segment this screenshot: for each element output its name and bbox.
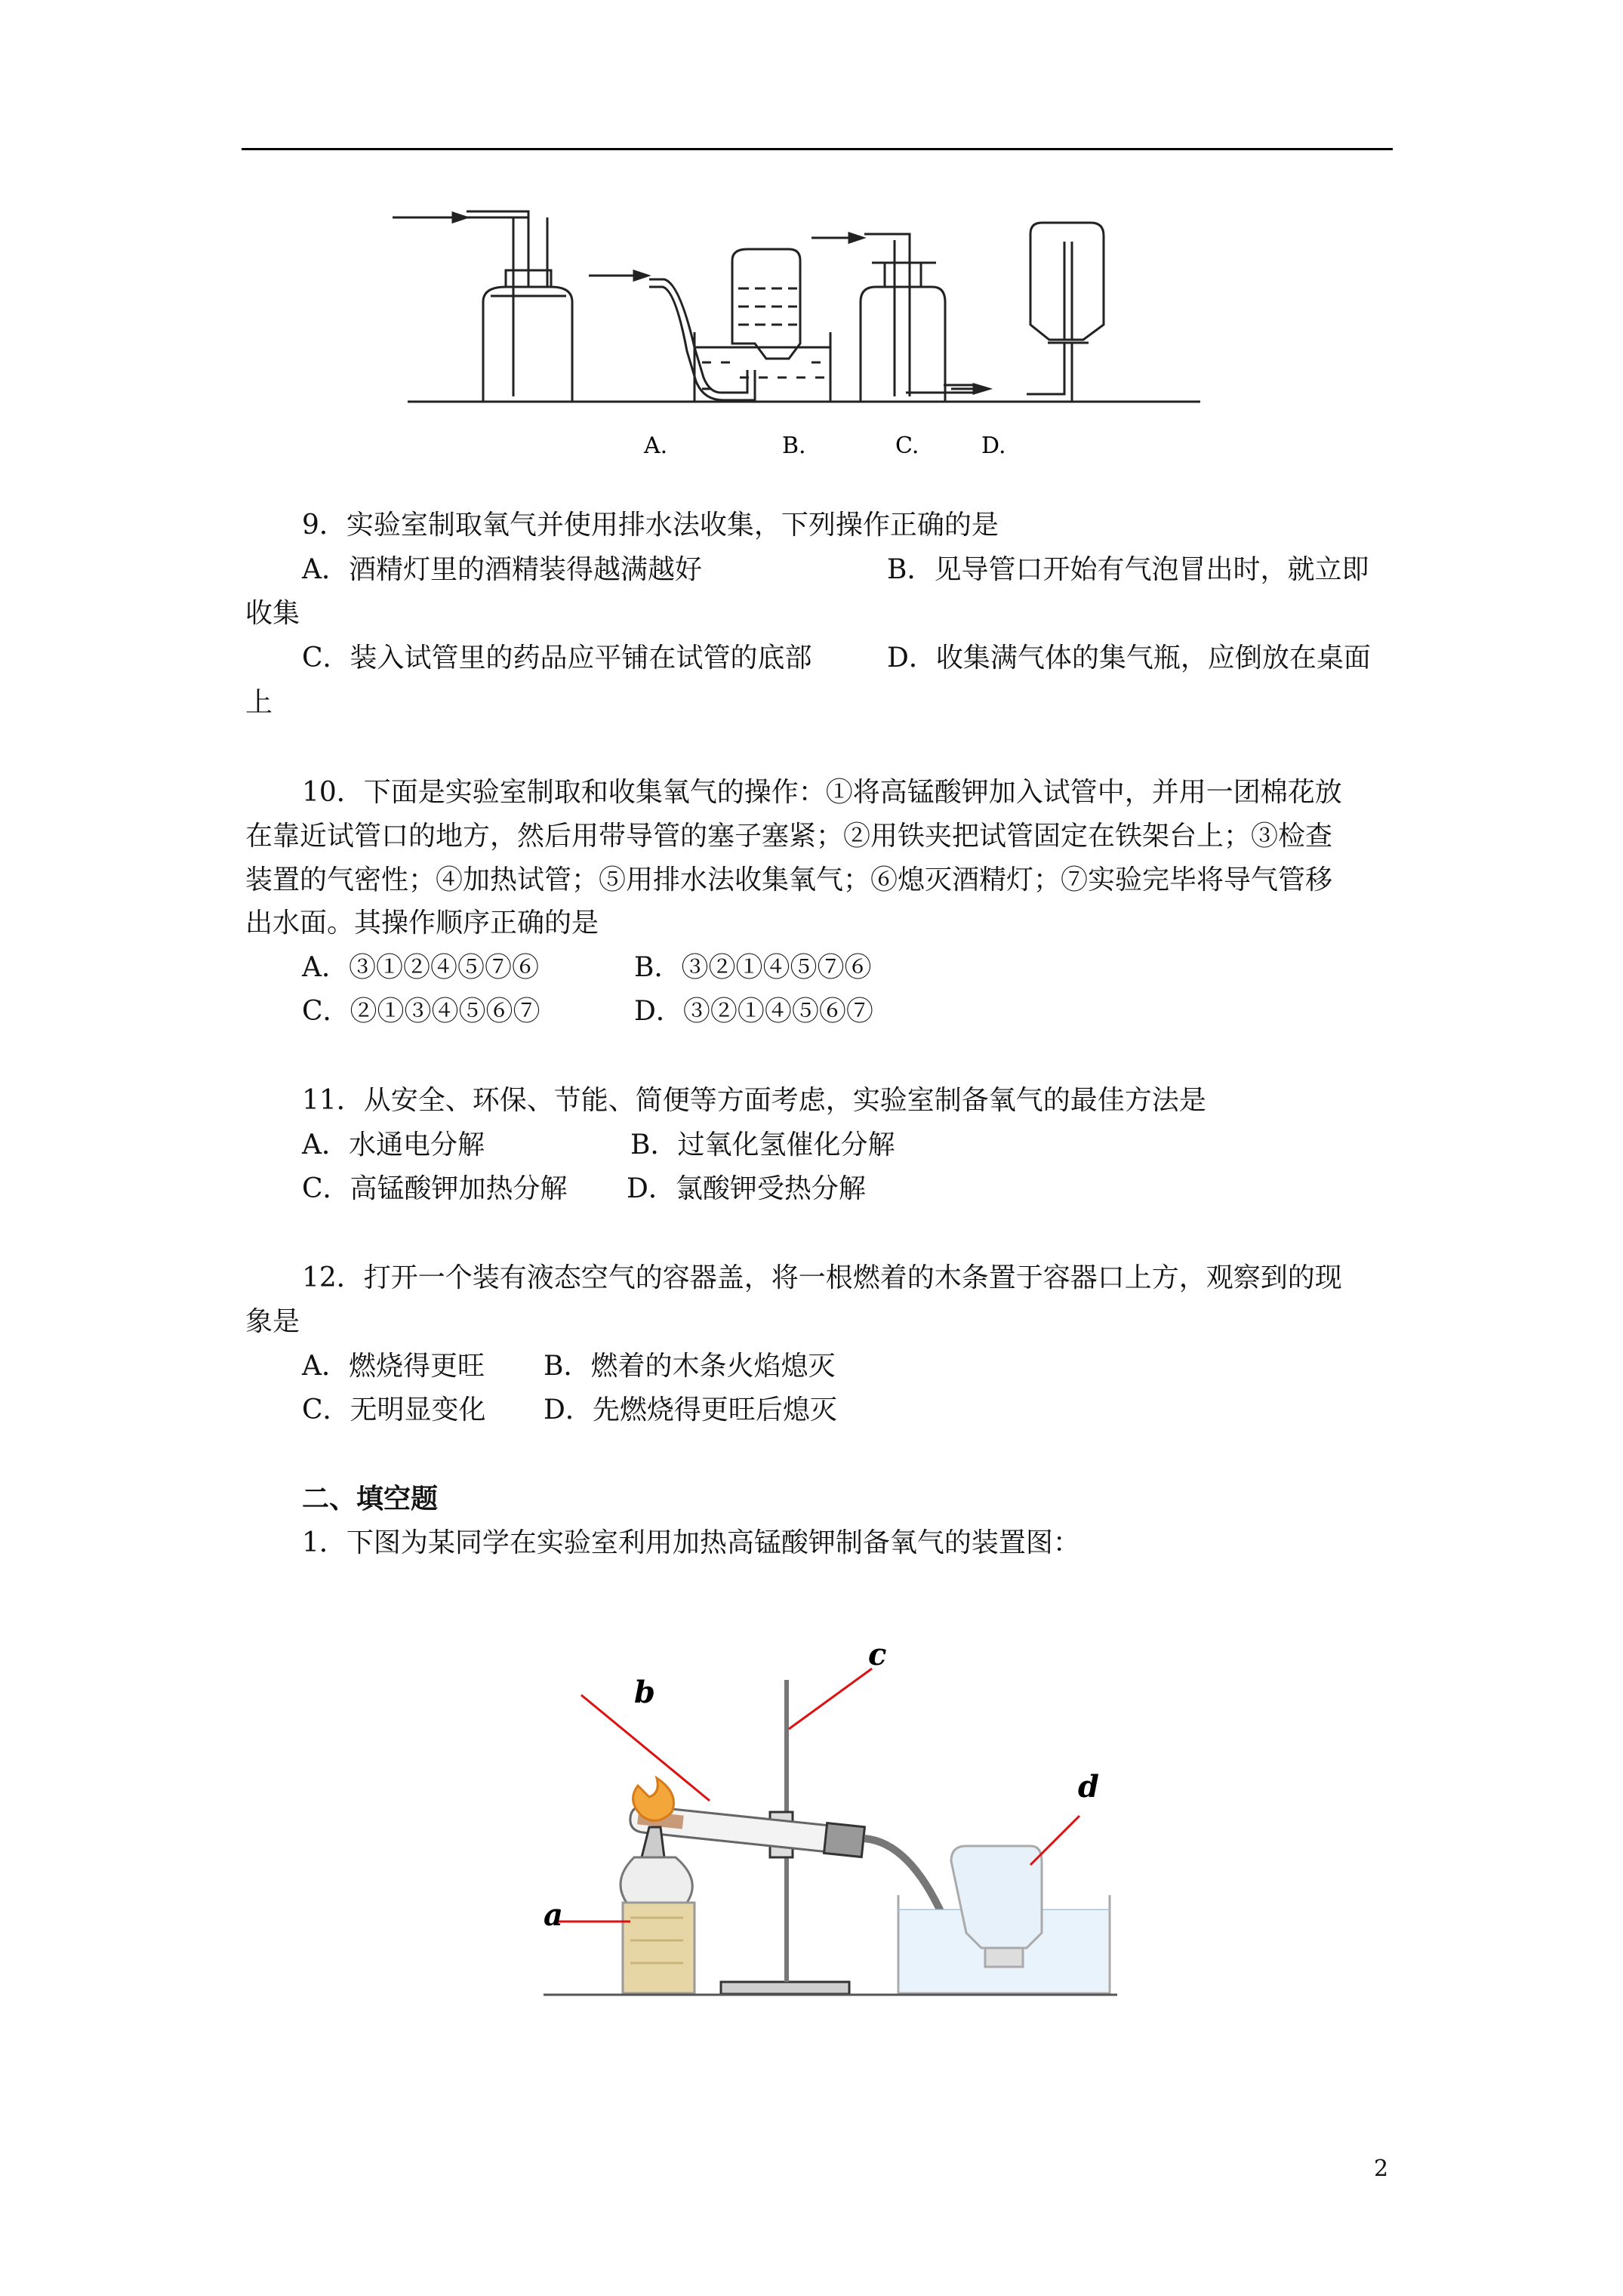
q9-option-c: C．装入试管里的药品应平铺在试管的底部 [302, 643, 812, 673]
apparatus-label-d: d [1078, 1769, 1099, 1804]
header-rule [242, 148, 1393, 150]
q10-line-4: 出水面。其操作顺序正确的是 [245, 908, 599, 938]
q10-option-a: A．③①②④⑤⑦⑥ [302, 952, 539, 983]
q9-option-b: B．见导管口开始有气泡冒出时，就立即 [887, 554, 1369, 585]
section2-q1: 1．下图为某同学在实验室利用加热高锰酸钾制备氧气的装置图： [302, 1527, 1080, 1558]
figure-label-c: C. [895, 433, 919, 459]
oxygen-preparation-figure [528, 1608, 1117, 2001]
q11-stem: 11．从安全、环保、节能、简便等方面考虑，实验室制备氧气的最佳方法是 [302, 1085, 1206, 1116]
q9-stem: 9．实验室制取氧气并使用排水法收集，下列操作正确的是 [302, 510, 999, 541]
q12-option-b: B．燃着的木条火焰熄灭 [544, 1351, 836, 1382]
bottle-a [393, 211, 572, 402]
bottle-c [812, 233, 989, 402]
page-number: 2 [1374, 2156, 1389, 2182]
q9-option-a: A．酒精灯里的酒精装得越满越好 [302, 554, 702, 585]
figure-label-a: A. [644, 433, 668, 459]
q9-option-d: D．收集满气体的集气瓶，应倒放在桌面 [887, 643, 1371, 673]
q12-option-d: D．先燃烧得更旺后熄灭 [544, 1395, 837, 1425]
apparatus-label-c: c [868, 1637, 887, 1672]
q10-option-d: D．③②①④⑤⑥⑦ [634, 996, 873, 1027]
figure-label-b: B. [782, 433, 806, 459]
q10-line-1: 10．下面是实验室制取和收集氧气的操作：①将高锰酸钾加入试管中，并用一团棉花放 [302, 777, 1342, 808]
leader-d [1030, 1816, 1079, 1865]
leader-c [789, 1669, 872, 1729]
q9-option-d-cont: 上 [245, 687, 273, 718]
gas-collection-figure [377, 204, 1230, 461]
q11-option-c: C．高锰酸钾加热分解 [302, 1173, 568, 1204]
q11-option-d: D．氯酸钾受热分解 [627, 1173, 866, 1204]
q11-option-a: A．水通电分解 [302, 1130, 485, 1160]
stand-base [721, 1982, 849, 1994]
section-heading: 二、填空题 [302, 1483, 439, 1515]
q12-line-2: 象是 [245, 1306, 300, 1337]
q10-line-2: 在靠近试管口的地方，然后用带导管的塞子塞紧；②用铁夹把试管固定在铁架台上；③检查 [245, 821, 1333, 852]
q11-option-b: B．过氧化氢催化分解 [630, 1130, 895, 1160]
figure-label-d: D. [981, 433, 1006, 459]
q12-option-a: A．燃烧得更旺 [302, 1351, 485, 1382]
apparatus-label-b: b [634, 1675, 655, 1710]
bottle-d [1027, 223, 1104, 402]
q12-line-1: 12．打开一个装有液态空气的容器盖，将一根燃着的木条置于容器口上方，观察到的现 [302, 1262, 1342, 1293]
q10-option-c: C．②①③④⑤⑥⑦ [302, 996, 540, 1027]
q10-option-b: B．③②①④⑤⑦⑥ [634, 952, 872, 983]
leader-b [581, 1695, 710, 1801]
trough-b [589, 249, 830, 402]
q12-option-c: C．无明显变化 [302, 1395, 486, 1425]
apparatus-label-a: a [544, 1897, 563, 1933]
q9-option-b-cont: 收集 [245, 598, 300, 629]
q10-line-3: 装置的气密性；④加热试管；⑤用排水法收集氧气；⑥熄灭酒精灯；⑦实验完毕将导气管移 [245, 864, 1333, 895]
